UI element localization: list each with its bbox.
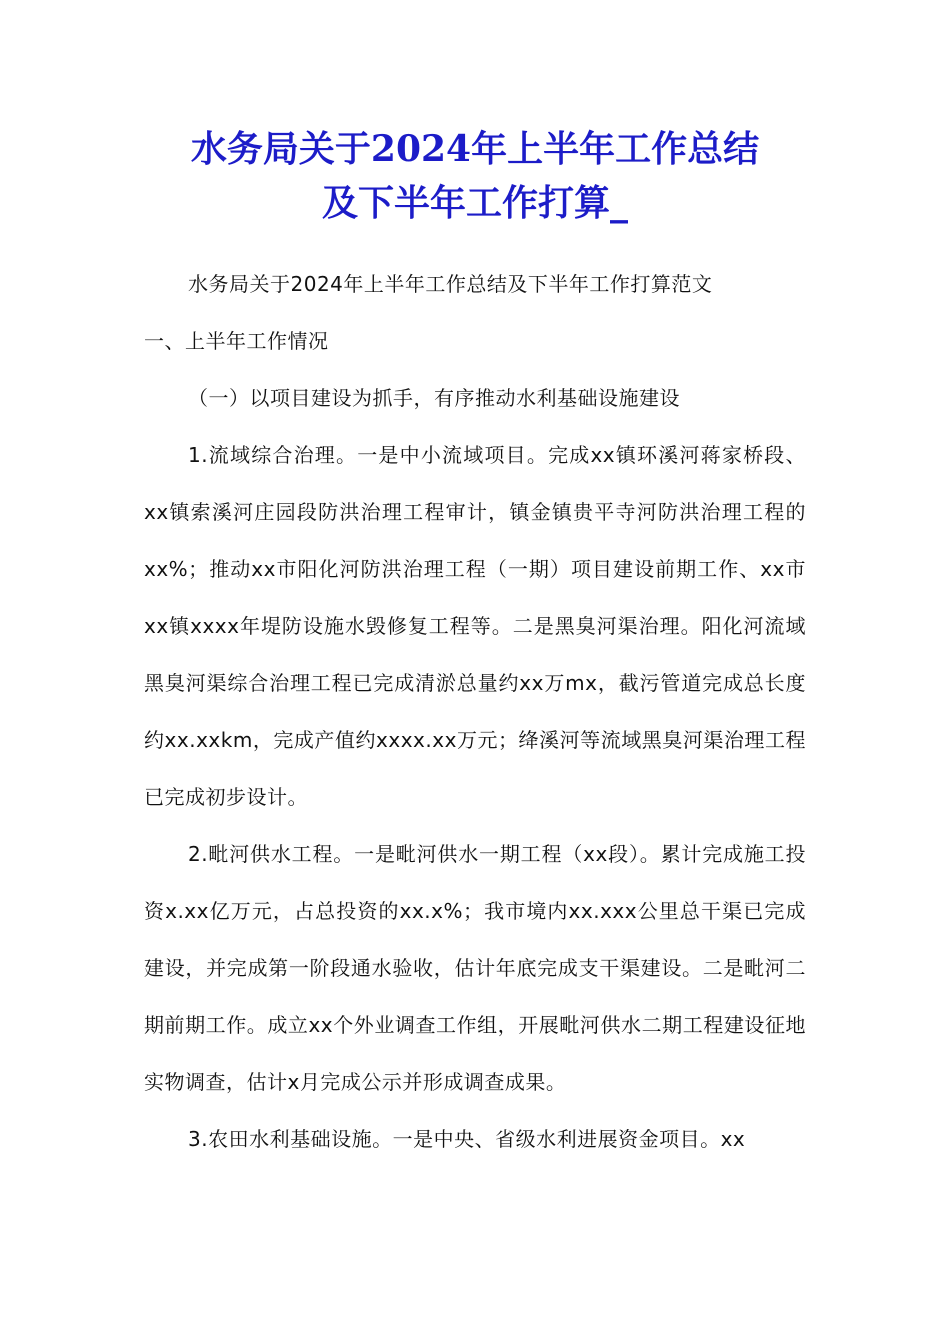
- section-heading: 一、上半年工作情况: [144, 329, 329, 353]
- title-line-2: 及下半年工作打算_: [321, 182, 628, 224]
- title-line-1: 水务局关于2024年上半年工作总结: [190, 128, 760, 170]
- document-title: [144, 122, 806, 230]
- body-paragraph-1: 1.流域综合治理。一是中小流域项目。完成xx镇环溪河蒋家桥段、xx镇索溪河庄园段防洪治理工程审计，镇金镇贵平寺河防洪治理工程的xx%；推动xx市阳化河防洪治理工程（一期）项目建设前期工作、xx市xx镇xxxx年堤防设施水毁修复工程等。二是黑臭河渠治理。阳化河流域黑臭河渠综合治理工程已完成清淤总量约xx万mx，截污管道完成总长度约xx.xxkm，完成产值约xxxx.xx万元；绛溪河等流域黑臭河渠治理工程已完成初步设计。: [144, 443, 806, 809]
- body-paragraph-3: 3.农田水利基础设施。一是中央、省级水利进展资金项目。xx: [188, 1127, 746, 1151]
- subsection-heading: （一）以项目建设为抓手，有序推动水利基础设施建设: [188, 386, 680, 410]
- body-paragraph-2: 2.毗河供水工程。一是毗河供水一期工程（xx段）。累计完成施工投资x.xx亿万元，占总投资的xx.x%；我市境内xx.xxx公里总干渠已完成建设，并完成第一阶段通水验收，估计年底完成支干渠建设。二是毗河二期前期工作。成立xx个外业调查工作组，开展毗河供水二期工程建设征地实物调查，估计x月完成公示并形成调查成果。: [144, 842, 806, 1094]
- subtitle-paragraph: 水务局关于2024年上半年工作总结及下半年工作打算范文: [188, 272, 713, 296]
